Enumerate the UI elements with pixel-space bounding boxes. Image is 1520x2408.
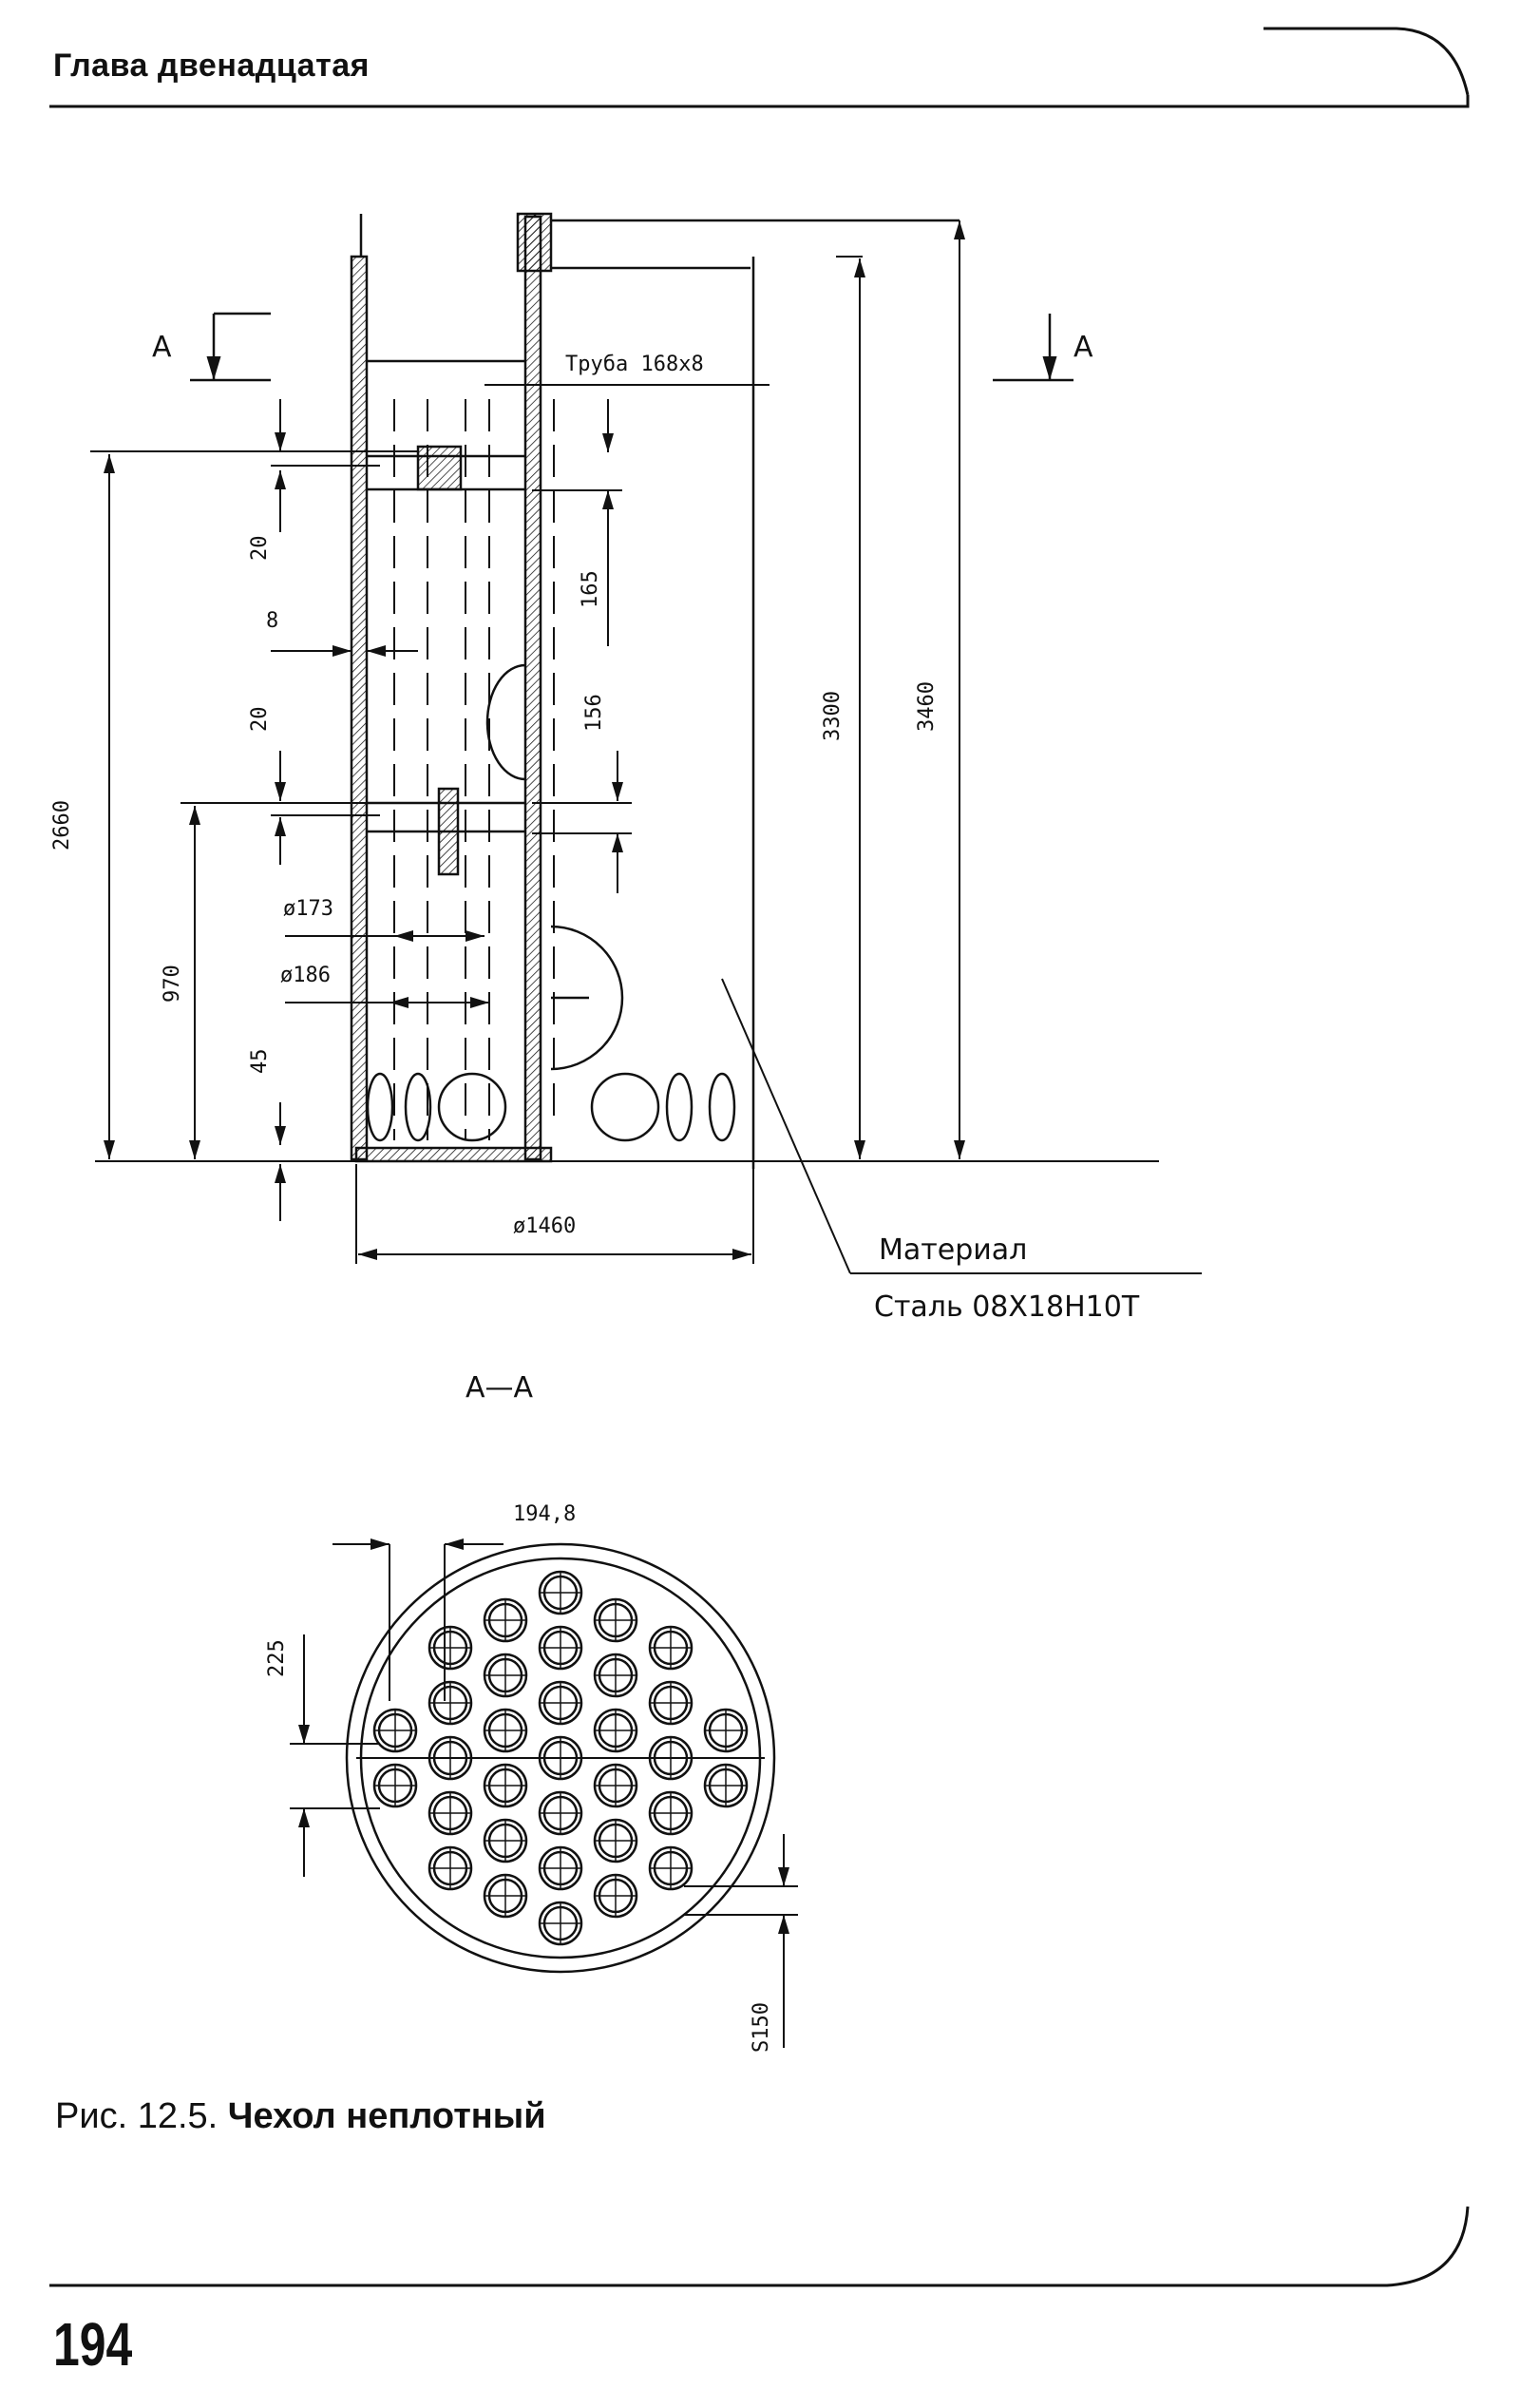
section-arrow-right (993, 314, 1074, 380)
dim-20-lower: 20 (248, 706, 272, 732)
caption-title: Чехол неплотный (227, 2096, 546, 2136)
dim-45: 45 (248, 1048, 272, 1074)
pipe-label: Труба 168х8 (565, 353, 704, 376)
dim-165: 165 (579, 570, 602, 608)
dim-3460: 3460 (915, 681, 939, 732)
chapter-title: Глава двенадцатая (53, 48, 370, 84)
dim-phi173: ø173 (283, 897, 333, 921)
footer-rule (49, 2207, 1468, 2285)
dim-3300: 3300 (821, 691, 845, 741)
figure-caption (55, 2096, 546, 2137)
tube-grid (374, 1572, 747, 1944)
dim-phi186: ø186 (280, 964, 331, 987)
dimension-lines (90, 220, 1202, 1273)
section-title: А—А (466, 1371, 534, 1405)
dim-s150: S150 (750, 2002, 773, 2053)
dim-2660: 2660 (50, 800, 74, 850)
material-label: Материал (879, 1233, 1028, 1267)
dim-phi1460: ø1460 (513, 1214, 577, 1238)
material-value: Сталь 08Х18Н10Т (874, 1290, 1140, 1324)
section-arrow-left (190, 314, 271, 380)
caption-prefix: Рис. 12.5. (55, 2096, 228, 2136)
section-mark-left: А (152, 331, 172, 364)
dim-194-8: 194,8 (513, 1502, 577, 1526)
dim-156: 156 (582, 694, 606, 732)
dim-225: 225 (265, 1639, 289, 1677)
dim-970: 970 (161, 965, 184, 1003)
dim-8: 8 (266, 609, 279, 633)
section-mark-right: А (1074, 331, 1093, 364)
header-rule (49, 29, 1468, 106)
page-number: 194 (53, 2310, 133, 2379)
dim-20-top: 20 (248, 535, 272, 561)
